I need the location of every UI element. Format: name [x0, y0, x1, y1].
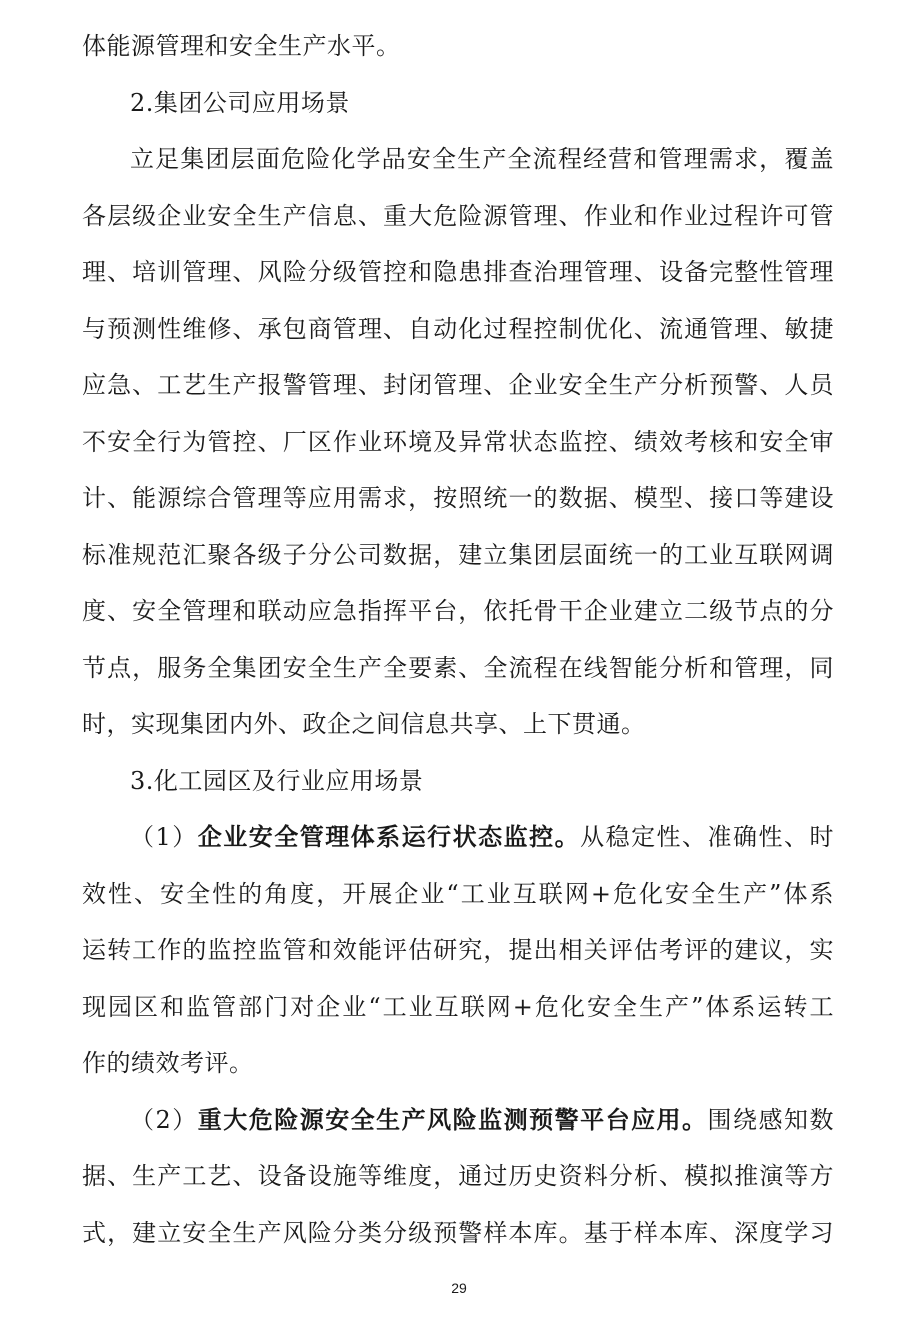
item-bold-title: 企业安全管理体系运行状态监控。 — [197, 823, 581, 851]
item-label: （2） — [130, 1105, 198, 1134]
text-line: 体能源管理和安全生产水平。 — [82, 32, 401, 60]
page-number: 29 — [451, 1280, 467, 1296]
section-heading-2: 2.集团公司应用场景 — [130, 88, 350, 117]
item-text: 围绕感知数 — [707, 1105, 835, 1134]
paragraph-line: 立足集团层面危险化学品安全生产全流程经营和管理需求，覆盖 — [130, 145, 834, 173]
paragraph-line: 标准规范汇聚各级子分公司数据，建立集团层面统一的工业互联网调 — [82, 540, 834, 569]
paragraph-line: 效性、安全性的角度，开展企业“工业互联网+危化安全生产”体系 — [82, 879, 834, 908]
item-text: 从稳定性、准确性、时 — [580, 823, 834, 851]
paragraph-line: 作的绩效考评。 — [82, 1049, 254, 1077]
paragraph-line: 现园区和监管部门对企业“工业互联网+危化安全生产”体系运转工 — [82, 992, 834, 1021]
paragraph-line: 节点，服务全集团安全生产全要素、全流程在线智能分析和管理，同 — [82, 653, 834, 682]
paragraph-line: 不安全行为管控、厂区作业环境及异常状态监控、绩效考核和安全审 — [82, 427, 834, 456]
paragraph-line: 与预测性维修、承包商管理、自动化过程控制优化、流通管理、敏捷 — [82, 314, 834, 343]
body-text — [82, 18, 834, 1261]
paragraph-line: 据、生产工艺、设备设施等维度，通过历史资料分析、模拟推演等方 — [82, 1162, 834, 1190]
item-bold-title: 重大危险源安全生产风险监测预警平台应用。 — [197, 1105, 708, 1134]
paragraph-line: 时，实现集团内外、政企之间信息共享、上下贯通。 — [82, 710, 646, 738]
paragraph-line: 理、培训管理、风险分级管控和隐患排查治理管理、设备完整性管理 — [82, 258, 834, 286]
paragraph-line: 各层级企业安全生产信息、重大危险源管理、作业和作业过程许可管 — [82, 201, 834, 230]
item-label: （1） — [130, 823, 198, 851]
paragraph-line — [82, 809, 834, 866]
paragraph-line: 度、安全管理和联动应急指挥平台，依托骨干企业建立二级节点的分 — [82, 597, 834, 625]
paragraph-line: 运转工作的监控监管和效能评估研究，提出相关评估考评的建议，实 — [82, 936, 834, 964]
paragraph-line: 计、能源综合管理等应用需求，按照统一的数据、模型、接口等建设 — [82, 484, 834, 512]
paragraph-line — [82, 1092, 834, 1149]
paragraph-line: 式，建立安全生产风险分类分级预警样本库。基于样本库、深度学习 — [82, 1218, 834, 1247]
section-heading-3: 3.化工园区及行业应用场景 — [130, 766, 424, 795]
paragraph-line: 应急、工艺生产报警管理、封闭管理、企业安全生产分析预警、人员 — [82, 371, 834, 399]
